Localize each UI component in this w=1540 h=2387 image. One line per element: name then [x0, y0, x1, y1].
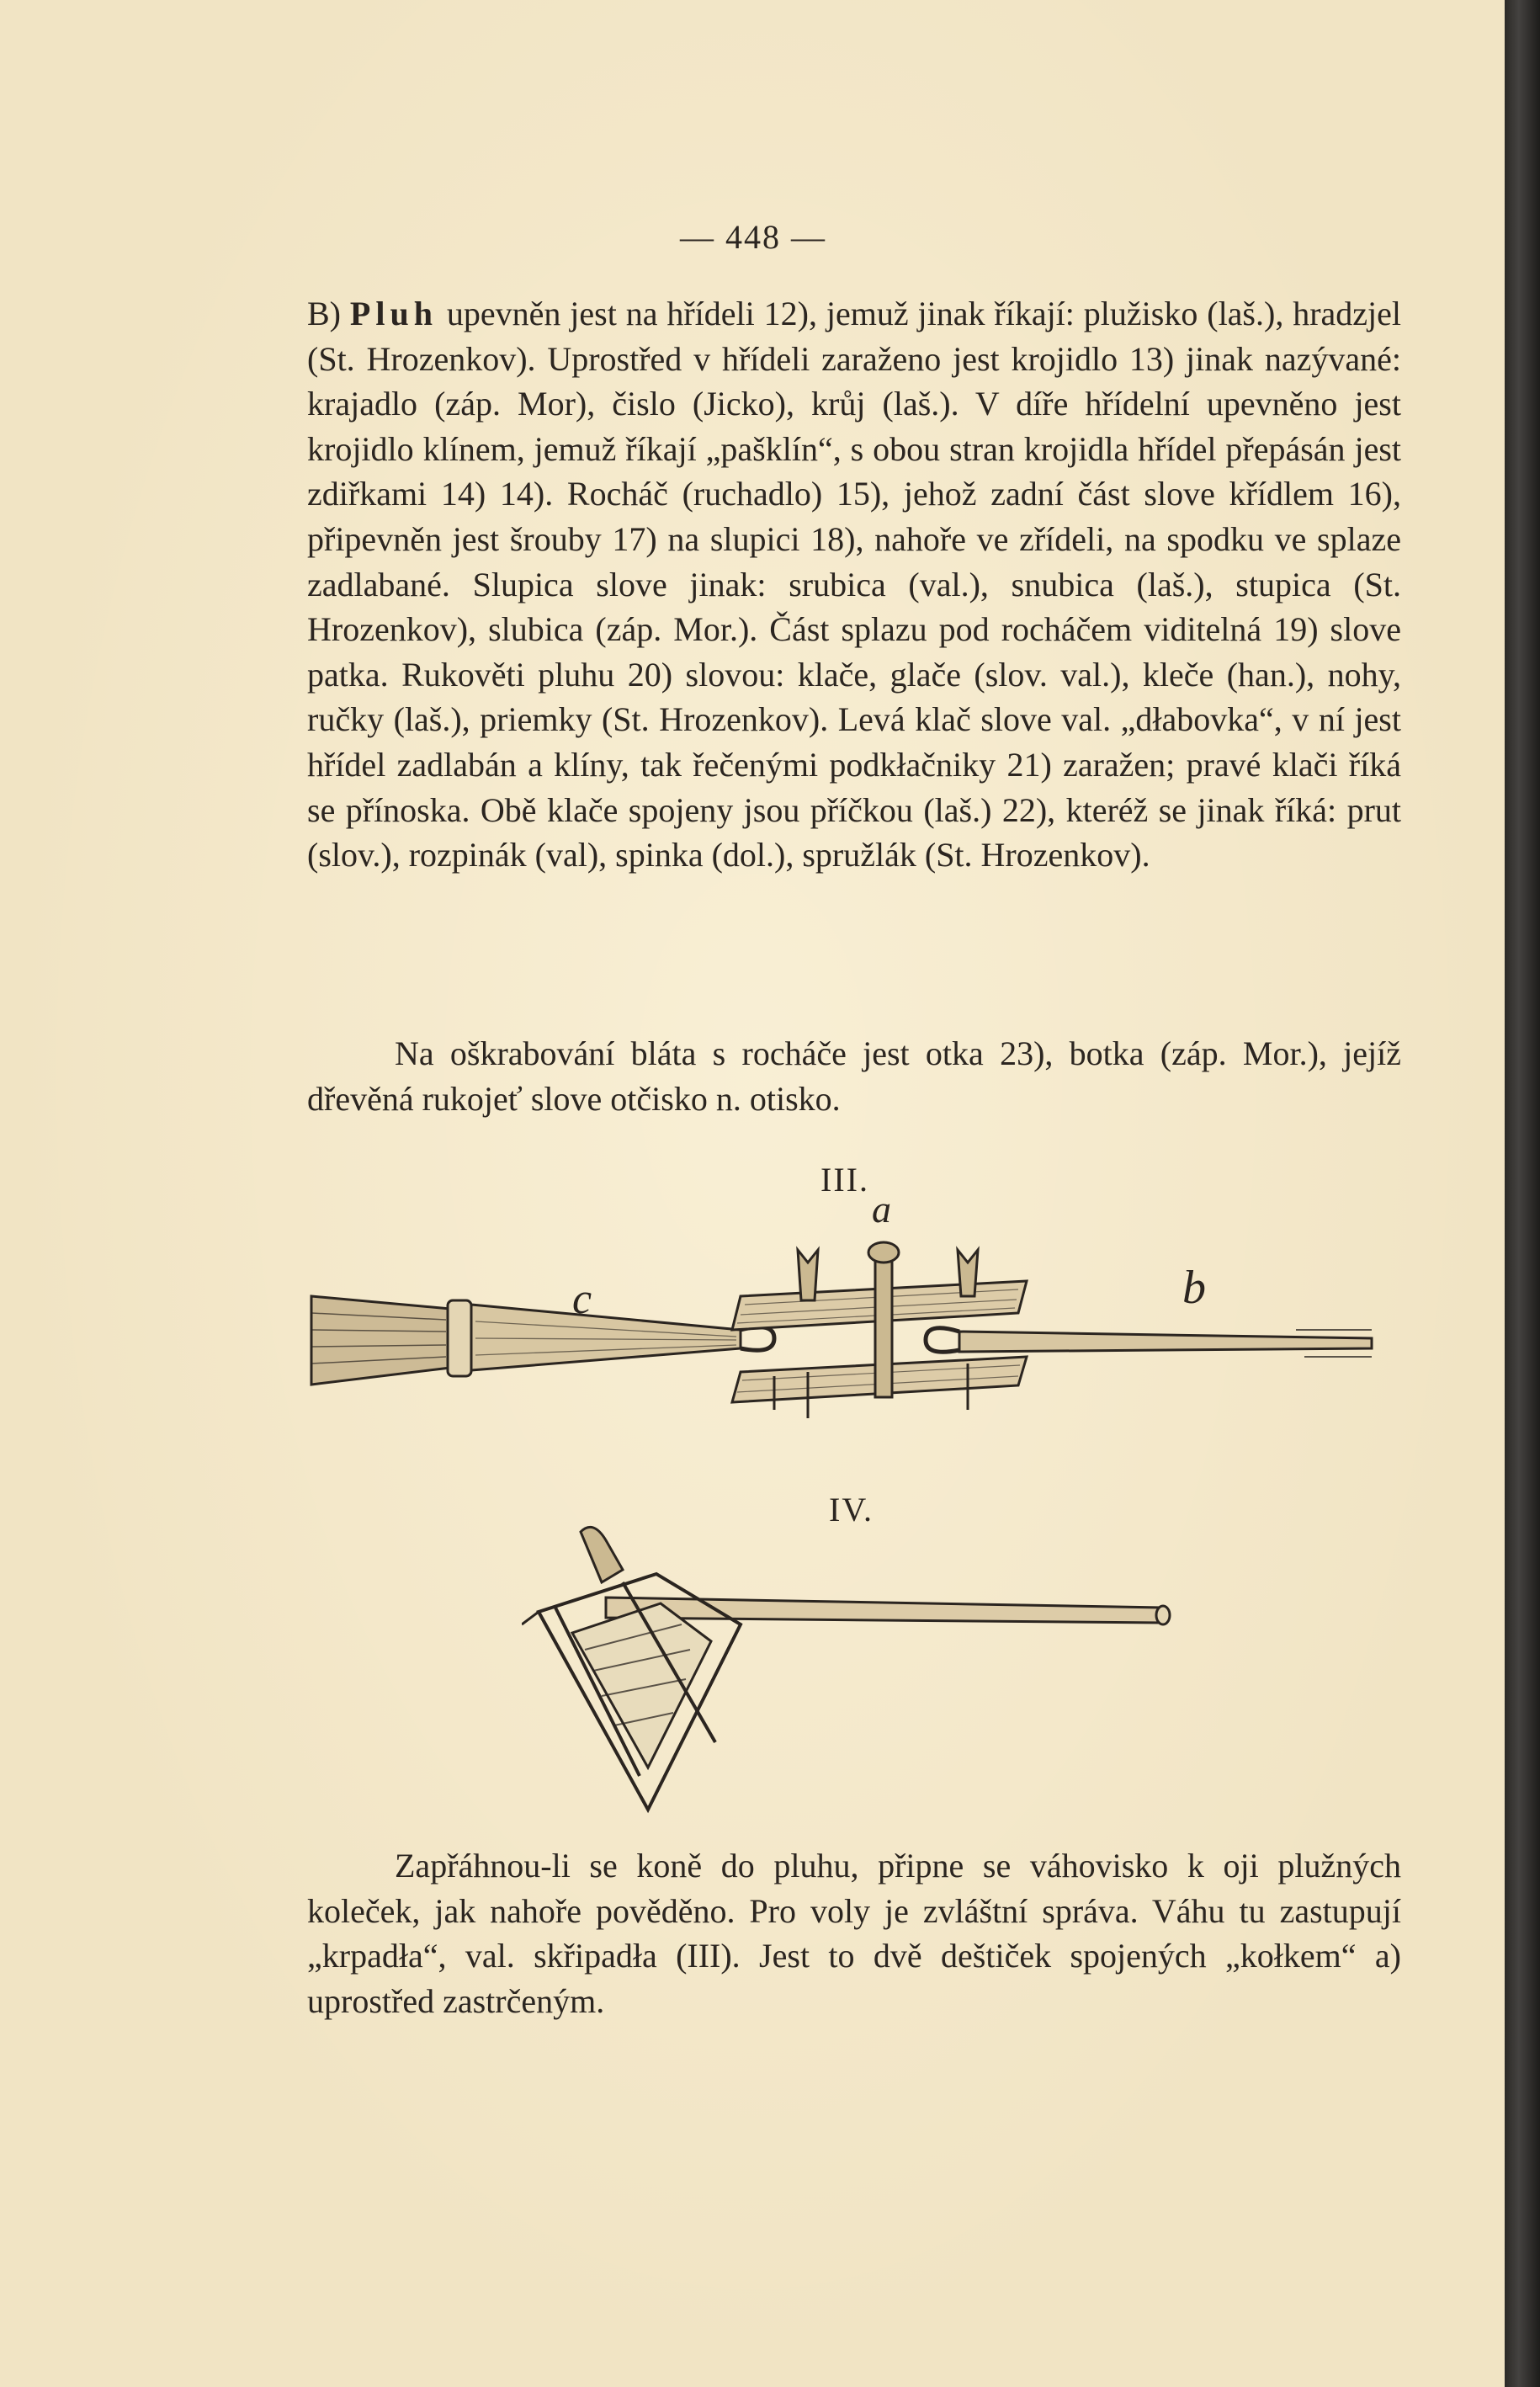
figure-iii-label-a: a: [872, 1204, 891, 1231]
figure-iii-label-c: c: [572, 1275, 592, 1323]
center-peg: [875, 1254, 892, 1397]
figure-iv-illustration: [522, 1523, 1178, 1826]
paragraph-2: [307, 1031, 1401, 1121]
center-peg-head: [868, 1242, 899, 1263]
hook-right: [926, 1328, 959, 1353]
peg-top: [581, 1527, 623, 1582]
paragraph-3-text: Zapřáhnou-li se koně do pluhu, připne se váhovisko k oji plužných koleček, jak nahoře pověděno. Pro voly je zvláštní správa. Váhu tu zastupují „krpadła“, val. skřipadła (III). Jest to dvě deštiček spojených „kołkem“ a) uprostřed zastrčeným.: [307, 1847, 1401, 2020]
paragraph-3: [307, 1843, 1401, 2023]
pole-right: [959, 1332, 1372, 1352]
peg-right: [958, 1250, 978, 1296]
beam: [606, 1598, 1161, 1623]
figure-iv-caption: IV.: [829, 1491, 874, 1528]
paragraph-2-text: Na oškrabování bláta s rocháče jest otka 23), botka (záp. Mor.), jejíž dřevěná rukojeť slove otčisko n. otisko.: [307, 1034, 1401, 1118]
peg-left: [798, 1250, 818, 1300]
pole-left: [311, 1296, 450, 1385]
figure-iii-illustration: [303, 1204, 1397, 1473]
pole-middle: [471, 1305, 741, 1370]
figure-iii-caption: III.: [820, 1161, 869, 1199]
section-label: B): [307, 295, 341, 332]
page-number: — 448 —: [680, 218, 826, 256]
book-edge: [1505, 0, 1540, 2387]
paragraph-1-text: upevněn jest na hřídeli 12), jemuž jinak říkají: plužisko (laš.), hradzjel (St. Hrozenkov). Uprostřed v hřídeli zaraženo jest krojidlo 13) jinak nazývané: krajadlo (záp. Mor), čislo (Jicko), krůj (laš.). V díře hřídelní upevněno jest krojidlo klínem, jemuž říkají „pašklín“, s obou stran krojidla hřídel přepásán jest zdiřkami 14) 14). Rocháč (ruchadlo) 15), jehož zadní část slove křídlem 16), připevněn jest šrouby 17) na slupici 18), nahoře ve zřídeli, na spodku ve splaze zadlabané. Slupica slove jinak: srubica (val.), snubica (laš.), stupica (St. Hrozenkov), slubica (záp. Mor.). Část splazu pod rocháčem viditelná 19) slove patka. Rukověti pluhu 20) slovou: klače, glače (slov. val.), kleče (han.), nohy, ručky (laš.), priemky (St. Hrozenkov). Levá klač slove val. „dłabovka“, v ní jest hřídel zadlabán a klíny, tak řečenými podkłačniky 21) zaražen; pravé klači říká se přínoska. Obě klače spojeny jsou příčkou (laš.) 22), kteréž se jinak říká: prut (slov.), rozpinák (val), spinka (dol.), spružlák (St. Hrozenkov).: [307, 295, 1402, 875]
figure-iii-label-b: b: [1182, 1262, 1206, 1314]
ferrule: [448, 1300, 471, 1376]
paragraph-1: [307, 291, 1401, 878]
section-term: Pluh: [349, 295, 438, 332]
hook-left: [741, 1327, 774, 1351]
